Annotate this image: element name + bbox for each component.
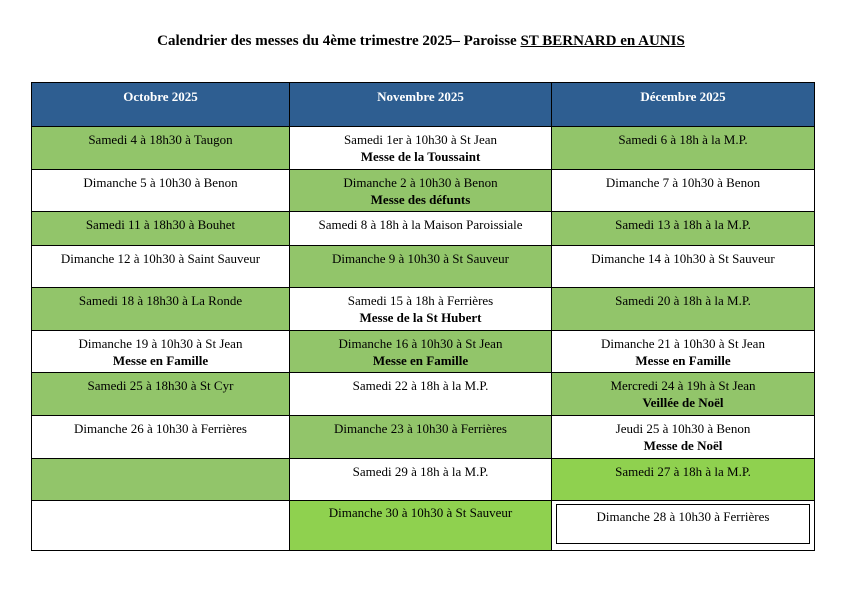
mass-occasion: Messe de la Toussaint bbox=[360, 149, 481, 164]
mass-cell-october bbox=[32, 331, 290, 373]
mass-time-place: Dimanche 19 à 10h30 à St Jean bbox=[78, 336, 243, 351]
mass-occasion: Messe en Famille bbox=[372, 353, 469, 368]
mass-time-place: Jeudi 25 à 10h30 à Benon bbox=[615, 421, 751, 436]
mass-time-place: Dimanche 14 à 10h30 à St Sauveur bbox=[591, 251, 775, 266]
mass-cell-november bbox=[290, 246, 552, 288]
mass-cell-december bbox=[552, 127, 815, 170]
mass-cell-october bbox=[32, 501, 290, 551]
mass-time-place: Samedi 4 à 18h30 à Taugon bbox=[88, 132, 233, 147]
table-row bbox=[32, 288, 815, 331]
mass-cell-october bbox=[32, 212, 290, 246]
mass-time-place: Samedi 13 à 18h à la M.P. bbox=[615, 217, 751, 232]
mass-cell-december bbox=[552, 416, 815, 459]
mass-calendar-table bbox=[31, 82, 815, 551]
parish-name: ST BERNARD en AUNIS bbox=[520, 33, 685, 49]
mass-cell-november bbox=[290, 373, 552, 416]
mass-time-place: Samedi 8 à 18h à la Maison Paroissiale bbox=[318, 217, 523, 232]
table-row bbox=[32, 501, 815, 551]
mass-time-place: Samedi 22 à 18h à la M.P. bbox=[352, 378, 489, 393]
mass-time-place: Samedi 11 à 18h30 à Bouhet bbox=[85, 217, 236, 232]
header-row bbox=[32, 83, 815, 127]
mass-cell-november bbox=[290, 416, 552, 459]
title-prefix: Calendrier des messes du 4ème trimestre 2025– Paroisse bbox=[157, 33, 521, 49]
mass-time-place: Mercredi 24 à 19h à St Jean bbox=[610, 378, 756, 393]
mass-cell-october bbox=[32, 246, 290, 288]
mass-time-place: Dimanche 21 à 10h30 à St Jean bbox=[601, 336, 765, 351]
mass-cell-december bbox=[552, 373, 815, 416]
mass-occasion: Veillée de Noël bbox=[642, 395, 724, 410]
mass-time-place: Dimanche 9 à 10h30 à St Sauveur bbox=[332, 251, 509, 266]
mass-cell-december bbox=[552, 331, 815, 373]
table-row bbox=[32, 212, 815, 246]
mass-cell-november bbox=[290, 459, 552, 501]
mass-cell-december bbox=[552, 288, 815, 331]
mass-time-place: Samedi 29 à 18h à la M.P. bbox=[352, 464, 489, 479]
table-row bbox=[32, 170, 815, 212]
table-row bbox=[32, 373, 815, 416]
mass-cell-november bbox=[290, 212, 552, 246]
page-title bbox=[0, 33, 842, 50]
mass-occasion: Messe en Famille bbox=[635, 353, 731, 368]
table-row bbox=[32, 459, 815, 501]
mass-cell-november bbox=[290, 170, 552, 212]
mass-time-place: Samedi 6 à 18h à la M.P. bbox=[618, 132, 748, 147]
mass-time-place: Samedi 18 à 18h30 à La Ronde bbox=[78, 293, 243, 308]
mass-time-place: Samedi 15 à 18h à Ferrières bbox=[347, 293, 494, 308]
month-header-october: Octobre 2025 bbox=[32, 83, 290, 127]
mass-time-place: Dimanche 23 à 10h30 à Ferrières bbox=[334, 421, 507, 436]
mass-cell-november bbox=[290, 501, 552, 551]
mass-time-place: Dimanche 16 à 10h30 à St Jean bbox=[338, 336, 503, 351]
mass-time-place: Dimanche 2 à 10h30 à Benon bbox=[343, 175, 498, 190]
table-row bbox=[32, 416, 815, 459]
mass-cell-december bbox=[552, 170, 815, 212]
table-row bbox=[32, 331, 815, 373]
mass-cell-december bbox=[552, 246, 815, 288]
mass-time-place: Samedi 20 à 18h à la M.P. bbox=[615, 293, 751, 308]
table-row bbox=[32, 246, 815, 288]
mass-time-place: Dimanche 28 à 10h30 à Ferrières bbox=[596, 509, 770, 524]
mass-time-place: Dimanche 12 à 10h30 à Saint Sauveur bbox=[60, 251, 261, 266]
mass-cell-november bbox=[290, 127, 552, 170]
mass-cell-december bbox=[552, 459, 815, 501]
mass-cell-october bbox=[32, 373, 290, 416]
month-header-november: Novembre 2025 bbox=[290, 83, 552, 127]
mass-time-place: Samedi 27 à 18h à la M.P. bbox=[615, 464, 751, 479]
boxed-entry bbox=[556, 504, 810, 544]
mass-cell-december bbox=[552, 212, 815, 246]
mass-occasion: Messe de Noël bbox=[643, 438, 723, 453]
month-header-december: Décembre 2025 bbox=[552, 83, 815, 127]
mass-time-place: Samedi 1er à 10h30 à St Jean bbox=[343, 132, 498, 147]
mass-time-place: Dimanche 26 à 10h30 à Ferrières bbox=[74, 421, 247, 436]
mass-cell-october bbox=[32, 127, 290, 170]
mass-cell-november bbox=[290, 331, 552, 373]
mass-cell-october bbox=[32, 170, 290, 212]
mass-occasion: Messe en Famille bbox=[112, 353, 209, 368]
mass-cell-october bbox=[32, 288, 290, 331]
calendar-body bbox=[32, 127, 815, 551]
mass-cell-december bbox=[552, 501, 815, 551]
mass-time-place: Dimanche 5 à 10h30 à Benon bbox=[83, 175, 238, 190]
mass-cell-october bbox=[32, 416, 290, 459]
mass-occasion: Messe des défunts bbox=[370, 192, 471, 207]
mass-cell-october bbox=[32, 459, 290, 501]
table-row bbox=[32, 127, 815, 170]
mass-time-place: Dimanche 30 à 10h30 à St Sauveur bbox=[328, 505, 513, 520]
mass-time-place: Samedi 25 à 18h30 à St Cyr bbox=[87, 378, 234, 393]
mass-occasion: Messe de la St Hubert bbox=[359, 310, 482, 325]
mass-time-place: Dimanche 7 à 10h30 à Benon bbox=[605, 175, 761, 190]
mass-cell-november bbox=[290, 288, 552, 331]
